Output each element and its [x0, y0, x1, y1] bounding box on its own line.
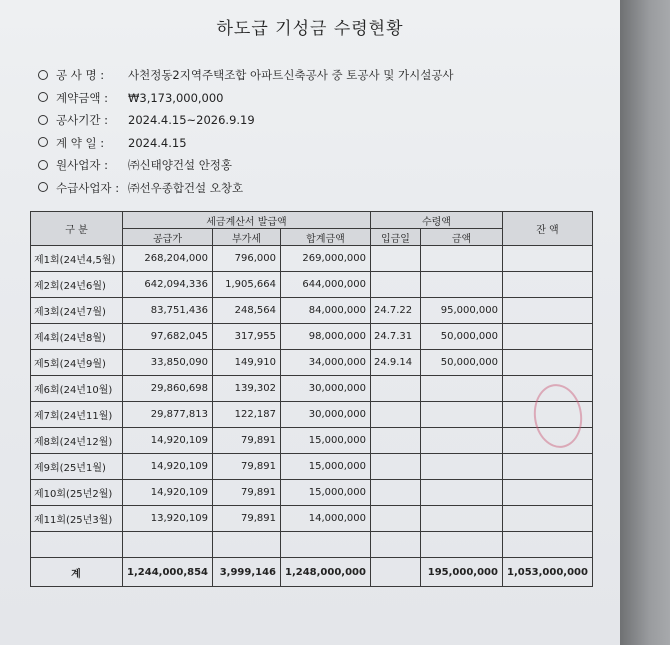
total-cell-date: [370, 558, 420, 587]
cell-supply: 29,877,813: [123, 402, 213, 428]
background-surface: [620, 0, 670, 645]
row-label: 제11회(25년3월): [31, 506, 123, 532]
cell-amount: [420, 428, 502, 454]
total-cell-balance: 1,053,000,000: [502, 558, 592, 587]
table-row: [31, 454, 593, 480]
row-label: 제4회(24년8월): [31, 324, 123, 350]
table-row: [31, 324, 593, 350]
cell-supply: 14,920,109: [123, 480, 213, 506]
cell-vat: 317,955: [213, 324, 281, 350]
row-label: [31, 532, 123, 558]
table-row: [31, 272, 593, 298]
cell-total: 644,000,000: [281, 272, 371, 298]
bullet-circle-icon: [38, 70, 48, 80]
header-date: 입금일: [370, 229, 420, 246]
row-label: 제7회(24년11월): [31, 402, 123, 428]
cell-total: 14,000,000: [281, 506, 371, 532]
info-value: ㈜선우종합건설 오창호: [128, 180, 244, 195]
info-row: [38, 64, 454, 87]
info-value: 2024.4.15: [128, 135, 187, 150]
bullet-circle-icon: [38, 115, 48, 125]
cell-amount: 95,000,000: [420, 298, 502, 324]
cell-balance: [502, 480, 592, 506]
table-row: [31, 428, 593, 454]
table-total-row: [31, 558, 593, 587]
cell-vat: 248,564: [213, 298, 281, 324]
cell-vat: 79,891: [213, 480, 281, 506]
info-label: 계 약 일 :: [56, 135, 105, 150]
cell-amount: [420, 532, 502, 558]
cell-supply: 642,094,336: [123, 272, 213, 298]
cell-balance: [502, 532, 592, 558]
row-label: 제5회(24년9월): [31, 350, 123, 376]
cell-amount: [420, 376, 502, 402]
cell-vat: 1,905,664: [213, 272, 281, 298]
cell-supply: 33,850,090: [123, 350, 213, 376]
cell-balance: [502, 246, 592, 272]
info-value: 2024.4.15~2026.9.19: [128, 113, 255, 127]
header-vat: 부가세: [213, 229, 281, 246]
row-label: 제9회(25년1월): [31, 454, 123, 480]
cell-balance: [502, 506, 592, 532]
cell-amount: [420, 246, 502, 272]
cell-date: 24.7.22: [370, 298, 420, 324]
contract-info: [38, 64, 454, 199]
row-label: 제6회(24년10월): [31, 376, 123, 402]
cell-total: 269,000,000: [281, 246, 371, 272]
header-amount: 금액: [420, 229, 502, 246]
row-label: 제8회(24년12월): [31, 428, 123, 454]
payment-table: [30, 211, 593, 587]
info-label: 계약금액 :: [56, 90, 108, 105]
cell-amount: 50,000,000: [420, 350, 502, 376]
cell-date: [370, 428, 420, 454]
cell-date: [370, 506, 420, 532]
cell-amount: [420, 454, 502, 480]
cell-date: [370, 376, 420, 402]
total-cell-vat: 3,999,146: [213, 558, 281, 587]
cell-total: 84,000,000: [281, 298, 371, 324]
bullet-circle-icon: [38, 92, 48, 102]
info-value: 사천정동2지역주택조합 아파트신축공사 중 토공사 및 가시설공사: [128, 68, 454, 82]
total-cell-amount: 195,000,000: [420, 558, 502, 587]
cell-vat: 122,187: [213, 402, 281, 428]
total-row-label: 계: [31, 558, 123, 587]
bullet-circle-icon: [38, 137, 48, 147]
cell-date: [370, 532, 420, 558]
table-row: [31, 506, 593, 532]
cell-vat: [213, 532, 281, 558]
cell-supply: 29,860,698: [123, 376, 213, 402]
cell-date: 24.7.31: [370, 324, 420, 350]
info-row: [38, 154, 454, 177]
cell-balance: [502, 454, 592, 480]
cell-supply: 13,920,109: [123, 506, 213, 532]
cell-vat: 796,000: [213, 246, 281, 272]
info-label: 수급사업자 :: [56, 180, 120, 195]
table-row: [31, 350, 593, 376]
cell-amount: [420, 506, 502, 532]
info-row: [38, 87, 454, 110]
row-label: 제10회(25년2월): [31, 480, 123, 506]
cell-vat: 139,302: [213, 376, 281, 402]
header-received-group: 수령액: [370, 212, 502, 229]
cell-balance: [502, 272, 592, 298]
info-label: 원사업자 :: [56, 158, 108, 172]
info-label: 공 사 명 :: [56, 68, 105, 82]
cell-vat: 149,910: [213, 350, 281, 376]
cell-amount: [420, 480, 502, 506]
total-cell-supply: 1,244,000,854: [123, 558, 213, 587]
cell-supply: 14,920,109: [123, 454, 213, 480]
cell-total: 98,000,000: [281, 324, 371, 350]
cell-supply: [123, 532, 213, 558]
cell-vat: 79,891: [213, 428, 281, 454]
table-row: [31, 246, 593, 272]
cell-date: [370, 480, 420, 506]
cell-vat: 79,891: [213, 454, 281, 480]
info-row: [38, 109, 454, 132]
info-label: 공사기간 :: [56, 113, 108, 127]
row-label: 제3회(24년7월): [31, 298, 123, 324]
cell-total: 30,000,000: [281, 402, 371, 428]
cell-total: [281, 532, 371, 558]
cell-vat: 79,891: [213, 506, 281, 532]
cell-balance: [502, 350, 592, 376]
table-row: [31, 402, 593, 428]
cell-amount: [420, 402, 502, 428]
header-gubun: 구 분: [31, 212, 123, 246]
cell-total: 15,000,000: [281, 454, 371, 480]
cell-total: 15,000,000: [281, 480, 371, 506]
table-header-row-1: [31, 212, 593, 229]
cell-supply: 97,682,045: [123, 324, 213, 350]
cell-balance: [502, 324, 592, 350]
cell-amount: 50,000,000: [420, 324, 502, 350]
cell-supply: 14,920,109: [123, 428, 213, 454]
cell-total: 30,000,000: [281, 376, 371, 402]
cell-supply: 83,751,436: [123, 298, 213, 324]
cell-date: [370, 402, 420, 428]
table-row: [31, 480, 593, 506]
cell-total: 34,000,000: [281, 350, 371, 376]
header-balance: 잔 액: [502, 212, 592, 246]
header-invoice-group: 세금계산서 발급액: [123, 212, 371, 229]
cell-balance: [502, 298, 592, 324]
header-total: 합계금액: [281, 229, 371, 246]
info-value: ₩3,173,000,000: [128, 90, 224, 105]
cell-date: [370, 454, 420, 480]
info-value: ㈜신태양건설 안정홍: [128, 158, 233, 172]
info-row: [38, 132, 454, 155]
cell-date: [370, 272, 420, 298]
row-label: 제2회(24년6월): [31, 272, 123, 298]
table-row: [31, 376, 593, 402]
header-supply: 공급가: [123, 229, 213, 246]
cell-date: [370, 246, 420, 272]
row-label: 제1회(24년4,5월): [31, 246, 123, 272]
info-row: [38, 177, 454, 200]
table-row: [31, 532, 593, 558]
cell-amount: [420, 272, 502, 298]
cell-supply: 268,204,000: [123, 246, 213, 272]
cell-date: 24.9.14: [370, 350, 420, 376]
bullet-circle-icon: [38, 160, 48, 170]
cell-total: 15,000,000: [281, 428, 371, 454]
total-cell-total: 1,248,000,000: [281, 558, 371, 587]
document-title: 하도급 기성금 수령현황: [216, 19, 404, 39]
table-row: [31, 298, 593, 324]
bullet-circle-icon: [38, 182, 48, 192]
